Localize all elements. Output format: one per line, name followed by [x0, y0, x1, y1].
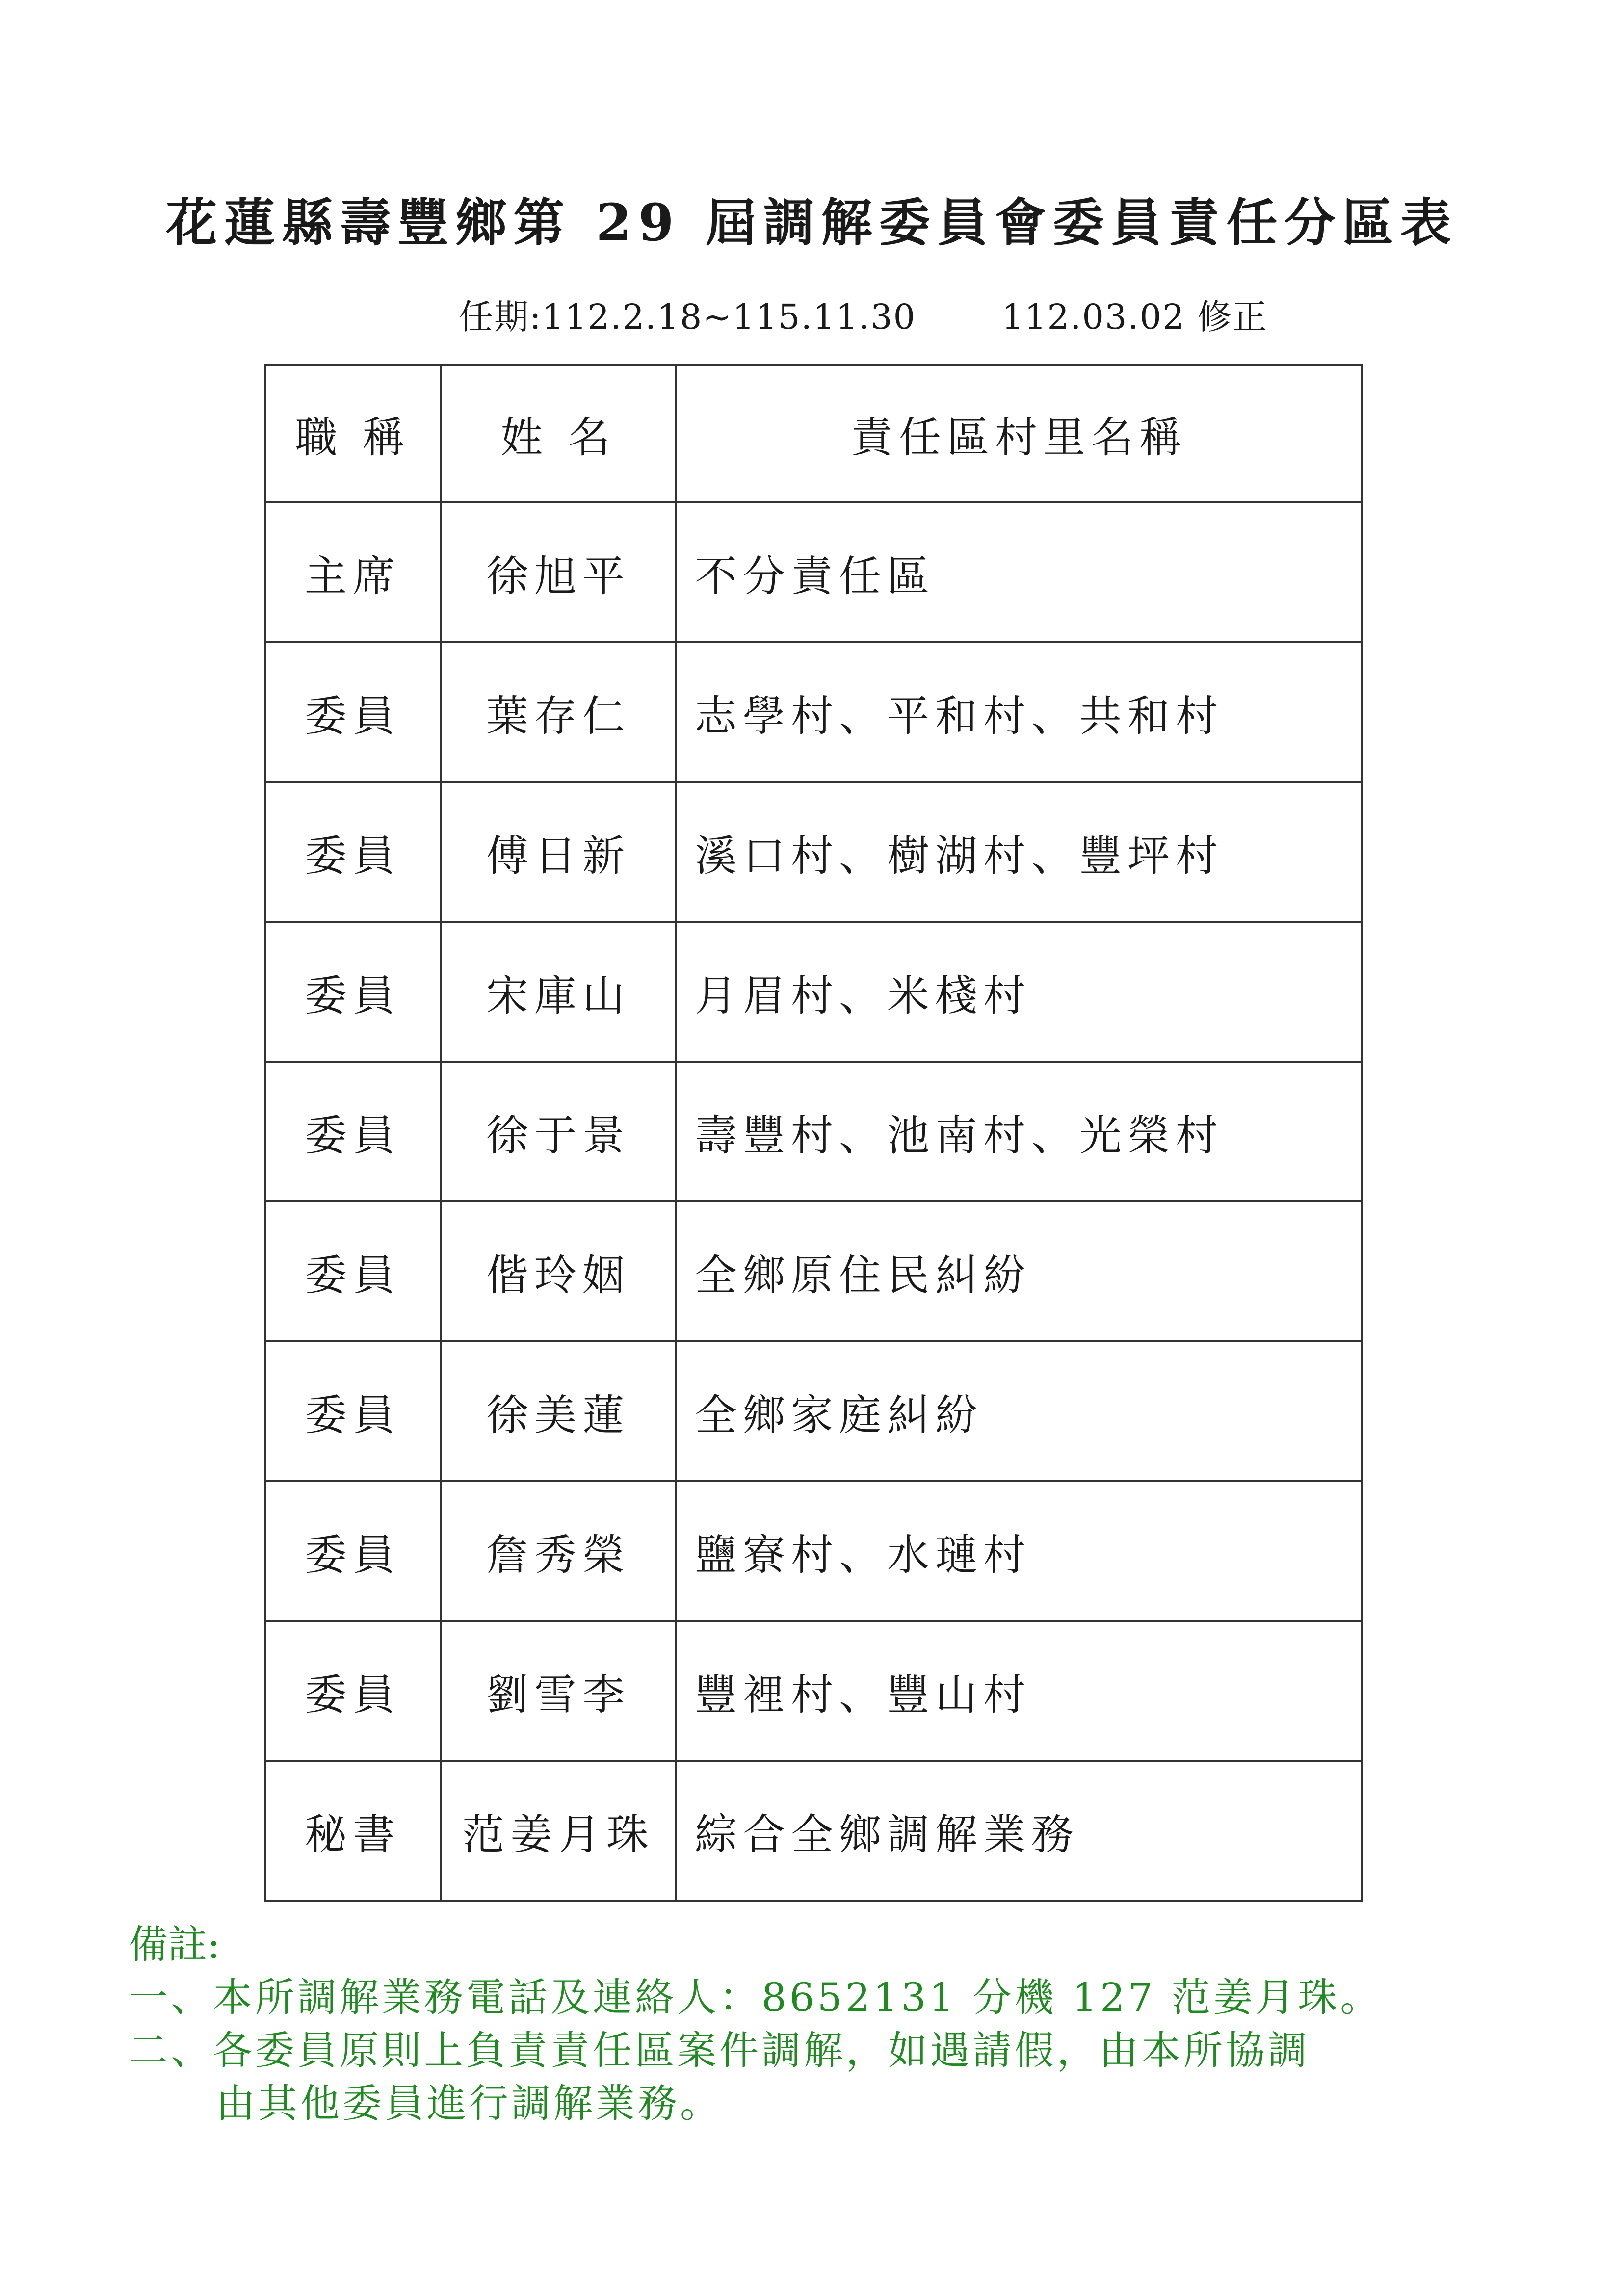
note-line-1: 一、本所調解業務電話及連絡人：8652131 分機 127 范姜月珠。	[129, 1975, 1383, 2020]
duty-table	[264, 364, 1363, 1902]
notes-heading: 備註:	[129, 1922, 220, 1967]
cell-title: 委員	[265, 1341, 441, 1481]
cell-name: 范姜月珠	[441, 1761, 676, 1901]
revision-date: 112.03.02 修正	[1001, 297, 1268, 337]
cell-title: 委員	[265, 1481, 441, 1621]
cell-name: 葉存仁	[441, 642, 676, 782]
term-line	[459, 289, 1268, 339]
cell-name: 偕玲姻	[441, 1201, 676, 1341]
table-header-row	[265, 365, 1362, 502]
cell-title: 委員	[265, 1621, 441, 1761]
table-row	[265, 1481, 1362, 1621]
cell-area: 溪口村、樹湖村、豐坪村	[676, 782, 1362, 922]
table-row	[265, 922, 1362, 1062]
cell-name: 徐于景	[441, 1062, 676, 1201]
cell-title: 委員	[265, 782, 441, 922]
note-line-2: 二、各委員原則上負責責任區案件調解，如遇請假，由本所協調	[129, 2028, 1310, 2073]
cell-name: 劉雪李	[441, 1621, 676, 1761]
cell-title: 委員	[265, 1062, 441, 1201]
cell-title: 委員	[265, 1201, 441, 1341]
table-row	[265, 502, 1362, 642]
note-line-3: 由其他委員進行調解業務。	[216, 2081, 722, 2126]
cell-area: 鹽寮村、水璉村	[676, 1481, 1362, 1621]
cell-name: 宋庫山	[441, 922, 676, 1062]
table-row	[265, 1201, 1362, 1341]
header-area: 責任區村里名稱	[676, 365, 1362, 502]
cell-name: 傅日新	[441, 782, 676, 922]
notes-section	[129, 1918, 1382, 2130]
cell-area: 豐裡村、豐山村	[676, 1621, 1362, 1761]
cell-name: 詹秀榮	[441, 1481, 676, 1621]
cell-area: 不分責任區	[676, 502, 1362, 642]
table-row	[265, 642, 1362, 782]
cell-title: 主席	[265, 502, 441, 642]
table-row	[265, 782, 1362, 922]
cell-title: 委員	[265, 922, 441, 1062]
cell-area: 志學村、平和村、共和村	[676, 642, 1362, 782]
cell-area: 全鄉家庭糾紛	[676, 1341, 1362, 1481]
cell-area: 全鄉原住民糾紛	[676, 1201, 1362, 1341]
cell-title: 委員	[265, 642, 441, 782]
cell-area: 綜合全鄉調解業務	[676, 1761, 1362, 1901]
header-title: 職 稱	[265, 365, 441, 502]
header-name: 姓 名	[441, 365, 676, 502]
cell-name: 徐旭平	[441, 502, 676, 642]
table-row	[265, 1341, 1362, 1481]
document-title: 花蓮縣壽豐鄉第 29 屆調解委員會委員責任分區表	[166, 192, 1458, 253]
cell-area: 壽豐村、池南村、光榮村	[676, 1062, 1362, 1201]
table-row	[265, 1621, 1362, 1761]
cell-name: 徐美蓮	[441, 1341, 676, 1481]
table-row	[265, 1062, 1362, 1201]
cell-area: 月眉村、米棧村	[676, 922, 1362, 1062]
table-row	[265, 1761, 1362, 1901]
cell-title: 秘書	[265, 1761, 441, 1901]
term-period: 任期:112.2.18~115.11.30	[459, 297, 917, 337]
